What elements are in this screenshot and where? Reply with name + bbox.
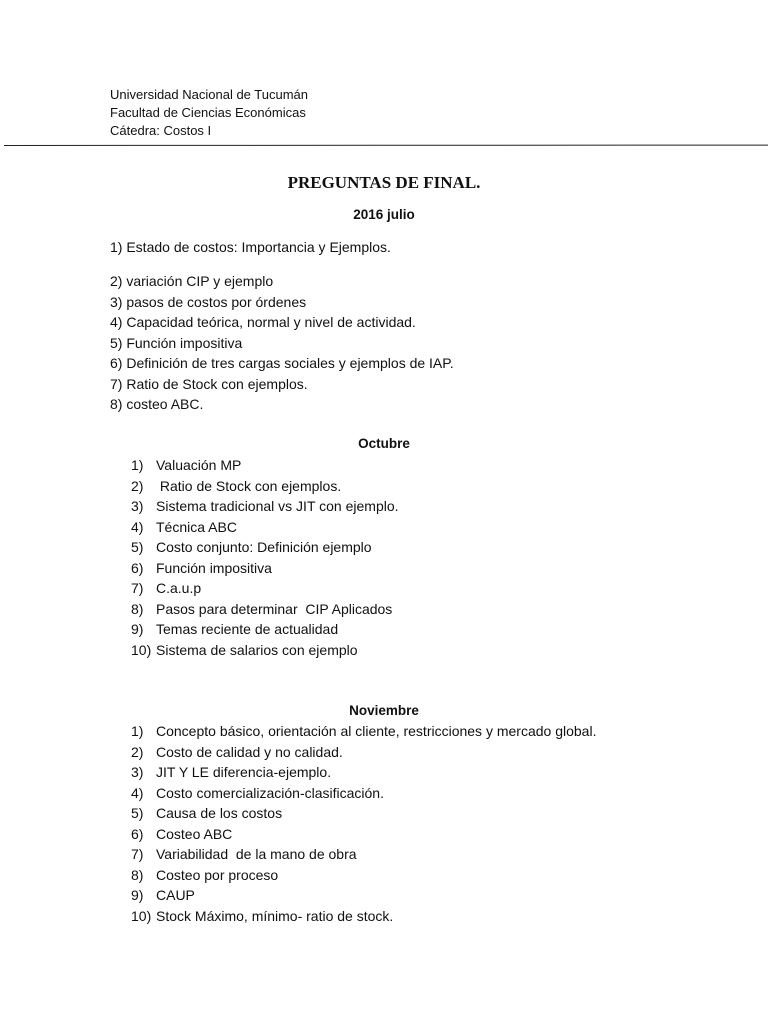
- list-item: [131, 455, 399, 476]
- list-item-number: 7): [131, 580, 144, 596]
- list-item: 3) pasos de costos por órdenes: [110, 293, 307, 310]
- list-item: [131, 885, 596, 906]
- section-heading-julio: 2016 julio: [353, 207, 415, 222]
- list-item-text: Costeo ABC: [156, 825, 233, 842]
- list-item-text: Pasos para determinar CIP Aplicados: [156, 600, 393, 617]
- list-item-number: 6): [131, 559, 144, 576]
- list-item: [131, 824, 596, 845]
- list-item: 6) Definición de tres cargas sociales y ejemplos de IAP.: [110, 355, 454, 371]
- list-item: [131, 844, 596, 865]
- list-item-number: 7): [131, 846, 144, 862]
- list-item: [131, 640, 399, 661]
- list-item-number: 1): [131, 457, 144, 473]
- list-item-text: Valuación MP: [156, 457, 242, 473]
- list-item: 7) Ratio de Stock con ejemplos.: [110, 375, 308, 392]
- section-heading-octubre: Octubre: [358, 436, 410, 451]
- list-item-text: Sistema tradicional vs JIT con ejemplo.: [156, 498, 399, 514]
- list-item: [131, 742, 596, 763]
- list-item-text: Causa de los costos: [156, 805, 283, 821]
- list-item-number: 9): [131, 621, 144, 637]
- list-item-text: Temas reciente de actualidad: [156, 621, 339, 637]
- octubre-question-list: [131, 455, 399, 660]
- list-item-text: Técnica ABC: [156, 518, 237, 535]
- university-name: Universidad Nacional de Tucumán: [110, 87, 308, 102]
- list-item-number: 9): [131, 887, 144, 903]
- list-item-text: Concepto básico, orientación al cliente, restricciones y mercado global.: [156, 723, 597, 739]
- list-item-text: Costo comercialización-clasificación.: [156, 784, 384, 801]
- list-item: [131, 762, 596, 783]
- list-item-text: Ratio de Stock con ejemplos.: [156, 477, 342, 494]
- list-item-number: 8): [131, 600, 144, 617]
- list-item-number: 5): [131, 805, 144, 821]
- list-item: [131, 906, 596, 927]
- list-item: [131, 619, 399, 640]
- julio-first-item: [110, 237, 391, 258]
- list-item-number: 4): [131, 784, 144, 801]
- list-item: [131, 865, 596, 886]
- list-item-text: Función impositiva: [156, 559, 272, 576]
- list-item: [131, 721, 596, 742]
- section-heading-noviembre: Noviembre: [349, 703, 419, 718]
- list-item-text: Variabilidad de la mano de obra: [156, 846, 357, 862]
- list-item: [131, 476, 399, 497]
- list-item: [131, 783, 596, 804]
- chair-name: Cátedra: Costos I: [110, 123, 212, 138]
- list-item: [131, 803, 596, 824]
- list-item-number: 10): [131, 641, 152, 658]
- list-item-number: 5): [131, 539, 144, 555]
- list-item-number: 10): [131, 907, 152, 924]
- list-item-text: JIT Y LE diferencia-ejemplo.: [156, 764, 332, 780]
- list-item-text: Costeo por proceso: [156, 866, 279, 883]
- list-item-text: C.a.u.p: [156, 580, 202, 596]
- list-item-number: 2): [131, 743, 144, 760]
- page-title: PREGUNTAS DE FINAL.: [287, 173, 481, 192]
- list-item: 1) Estado de costos: Importancia y Ejemplos.: [110, 239, 391, 255]
- list-item-number: 8): [131, 866, 144, 883]
- list-item-text: Stock Máximo, mínimo- ratio de stock.: [156, 907, 394, 924]
- list-item: [131, 558, 399, 579]
- list-item: [131, 537, 399, 558]
- list-item-number: 3): [131, 498, 144, 514]
- header-divider: [4, 145, 768, 146]
- list-item: 2) variación CIP y ejemplo: [110, 273, 274, 289]
- list-item: 8) costeo ABC.: [110, 396, 204, 412]
- noviembre-question-list: [131, 721, 596, 926]
- list-item-text: Sistema de salarios con ejemplo: [156, 641, 358, 658]
- list-item: [131, 599, 399, 620]
- list-item: [131, 517, 399, 538]
- list-item: [131, 496, 399, 517]
- list-item-text: Costo de calidad y no calidad.: [156, 743, 343, 760]
- list-item-text: Costo conjunto: Definición ejemplo: [156, 539, 372, 555]
- list-item: [131, 578, 399, 599]
- document-header: [110, 86, 308, 140]
- list-item-text: CAUP: [156, 887, 195, 903]
- faculty-name: Facultad de Ciencias Económicas: [110, 105, 306, 120]
- list-item-number: 6): [131, 825, 144, 842]
- julio-question-list: [110, 271, 454, 415]
- list-item-number: 1): [131, 723, 144, 739]
- list-item: 5) Función impositiva: [110, 334, 243, 351]
- list-item-number: 3): [131, 764, 144, 780]
- list-item-number: 2): [131, 477, 144, 494]
- list-item-number: 4): [131, 518, 144, 535]
- list-item: 4) Capacidad teórica, normal y nivel de actividad.: [110, 314, 416, 330]
